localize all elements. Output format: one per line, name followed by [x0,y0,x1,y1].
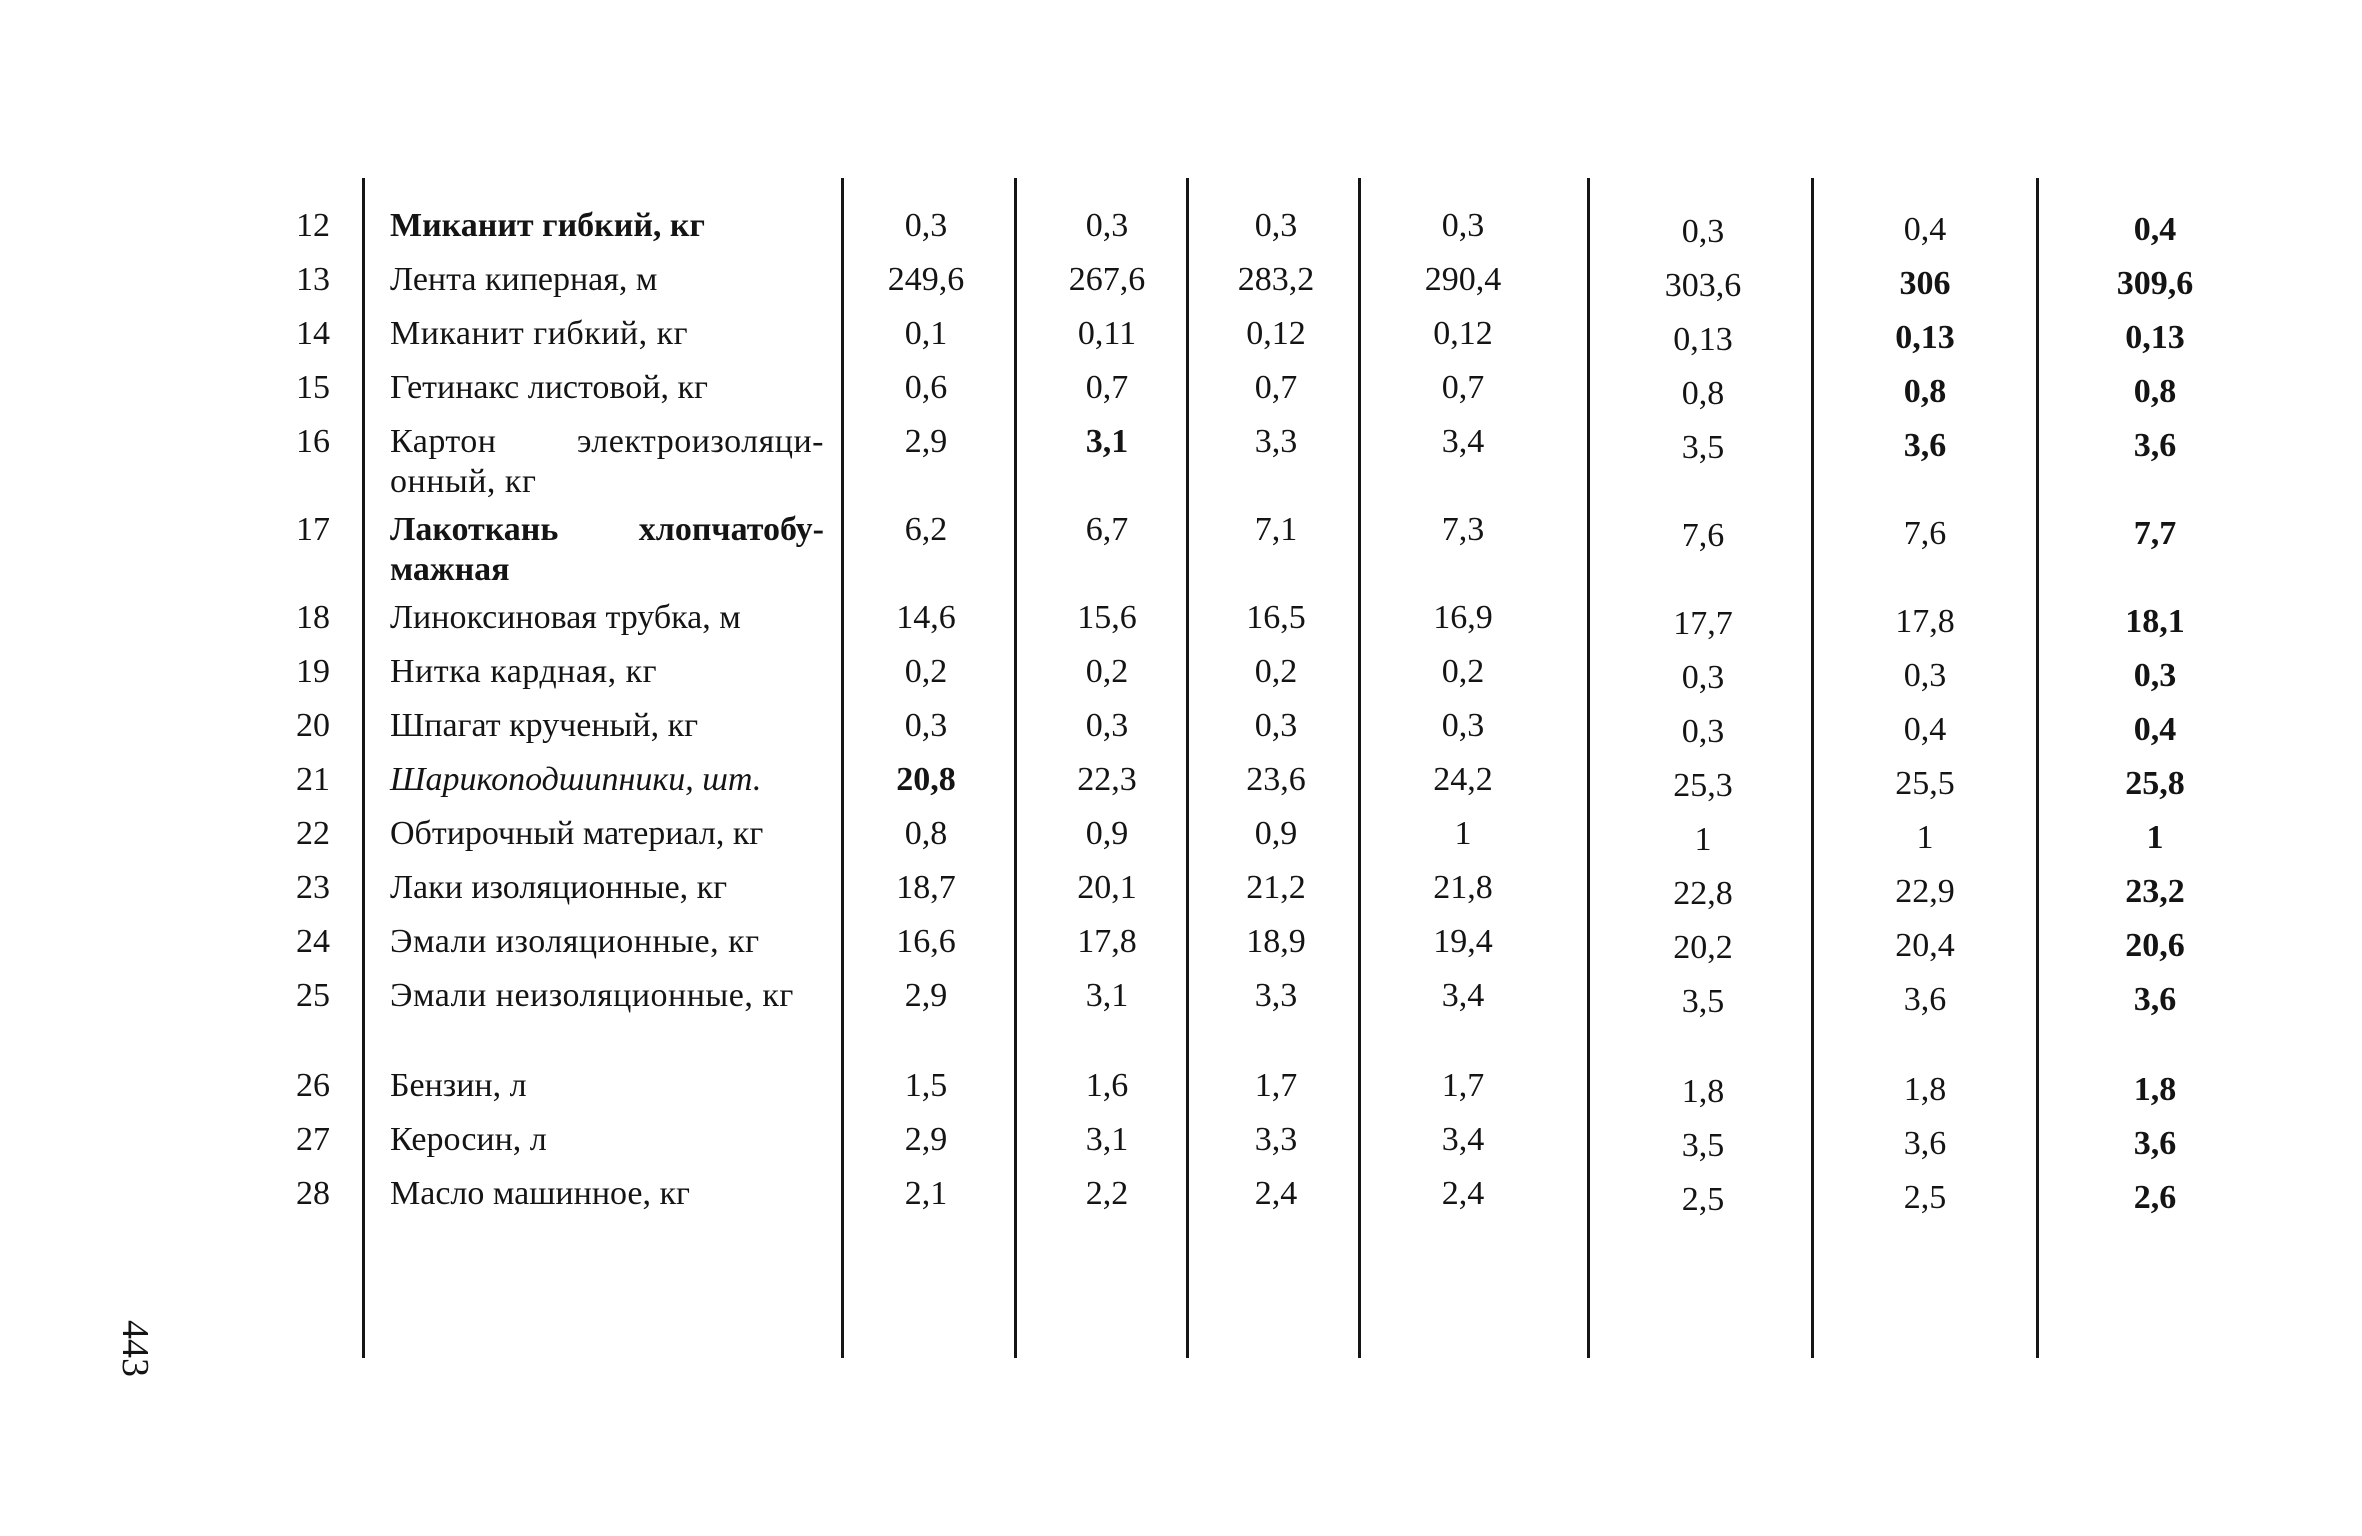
value-cell: 18,9 [1246,923,1306,960]
value-cell: 24,2 [1433,761,1493,798]
row-number: 20 [296,707,330,744]
value-cell: 283,2 [1237,261,1315,298]
value-cell: 6,2 [904,511,948,548]
material-name: Лакоткань хлопчатобу-мажная [390,511,824,588]
value-cell: 23,2 [2125,873,2185,910]
value-cell: 3,1 [1085,1121,1129,1158]
table-row [0,598,2362,652]
value-cell: 1 [1916,819,1934,856]
material-name: Миканит гибкий, кг [390,315,689,352]
value-cell: 0,3 [1441,707,1485,744]
value-cell: 3,4 [1441,1121,1485,1158]
value-cell: 2,9 [904,1121,948,1158]
value-cell: 0,9 [1085,815,1129,852]
value-cell: 0,9 [1254,815,1298,852]
material-name: Лента киперная, м [390,261,658,298]
value-cell: 0,4 [2133,711,2177,748]
value-cell: 20,2 [1673,929,1733,966]
material-name: Миканит гибкий, кг [390,207,705,244]
material-name: Масло машинное, кг [390,1175,690,1212]
table-row [0,976,2362,1068]
row-number: 22 [296,815,330,852]
material-name: Бензин, л [390,1067,527,1104]
table-row [0,260,2362,314]
material-name: Картон электроизоляци-онный, кг [390,423,824,500]
value-cell: 2,9 [904,423,948,460]
table-row [0,868,2362,922]
value-cell: 7,1 [1254,511,1298,548]
value-cell: 3,3 [1254,977,1298,1014]
value-cell: 22,8 [1673,875,1733,912]
value-cell: 3,6 [2133,1125,2177,1162]
table-row [0,760,2362,814]
row-number: 12 [296,207,330,244]
value-cell: 0,8 [1681,375,1725,412]
value-cell: 0,3 [1254,707,1298,744]
value-cell: 1 [2146,819,2164,856]
value-cell: 3,6 [2133,427,2177,464]
value-cell: 3,1 [1085,423,1129,460]
value-cell: 0,12 [1246,315,1306,352]
table-row [0,814,2362,868]
value-cell: 2,1 [904,1175,948,1212]
value-cell: 0,3 [904,707,948,744]
value-cell: 2,4 [1254,1175,1298,1212]
value-cell: 0,3 [1441,207,1485,244]
material-name: Линоксиновая трубка, м [390,599,741,636]
material-name: Обтирочный материал, кг [390,815,764,852]
value-cell: 21,2 [1246,869,1306,906]
material-name: Гетинакс листовой, кг [390,369,708,406]
value-cell: 17,7 [1673,605,1733,642]
value-cell: 20,6 [2125,927,2185,964]
value-cell: 1,7 [1441,1067,1485,1104]
row-number: 25 [296,977,330,1014]
value-cell: 3,4 [1441,423,1485,460]
value-cell: 0,4 [1903,711,1947,748]
value-cell: 7,7 [2133,515,2177,552]
value-cell: 306 [1899,265,1951,302]
value-cell: 0,8 [904,815,948,852]
value-cell: 0,3 [1681,213,1725,250]
value-cell: 3,6 [1903,981,1947,1018]
value-cell: 23,6 [1246,761,1306,798]
value-cell: 1 [1454,815,1472,852]
value-cell: 3,3 [1254,1121,1298,1158]
value-cell: 2,6 [2133,1179,2177,1216]
value-cell: 16,9 [1433,599,1493,636]
row-number: 13 [296,261,330,298]
row-number: 27 [296,1121,330,1158]
table-row [0,510,2362,602]
value-cell: 0,8 [1903,373,1947,410]
table-row [0,206,2362,260]
value-cell: 25,3 [1673,767,1733,804]
value-cell: 3,4 [1441,977,1485,1014]
value-cell: 25,8 [2125,765,2185,802]
value-cell: 0,8 [2133,373,2177,410]
material-name: Эмали изоляционные, кг [390,923,760,960]
table-row [0,1066,2362,1120]
value-cell: 20,1 [1077,869,1137,906]
table-row [0,422,2362,514]
material-name: Керосин, л [390,1121,547,1158]
table-row [0,652,2362,706]
value-cell: 0,13 [1895,319,1955,356]
value-cell: 17,8 [1895,603,1955,640]
value-cell: 0,4 [1903,211,1947,248]
value-cell: 0,3 [2133,657,2177,694]
value-cell: 2,9 [904,977,948,1014]
value-cell: 2,2 [1085,1175,1129,1212]
value-cell: 0,2 [1441,653,1485,690]
value-cell: 303,6 [1664,267,1742,304]
table-row [0,1174,2362,1228]
value-cell: 6,7 [1085,511,1129,548]
value-cell: 1,5 [904,1067,948,1104]
value-cell: 3,1 [1085,977,1129,1014]
value-cell: 18,1 [2125,603,2185,640]
value-cell: 16,6 [896,923,956,960]
row-number: 14 [296,315,330,352]
material-name: Эмали неизоляционные, кг [390,977,794,1014]
value-cell: 267,6 [1068,261,1146,298]
value-cell: 0,7 [1441,369,1485,406]
value-cell: 0,2 [1085,653,1129,690]
material-name: Лаки изоляционные, кг [390,869,728,906]
value-cell: 20,4 [1895,927,1955,964]
value-cell: 0,1 [904,315,948,352]
material-name: Шарикоподшипники, шт. [390,761,762,798]
table-row [0,922,2362,976]
value-cell: 1,6 [1085,1067,1129,1104]
value-cell: 0,3 [1254,207,1298,244]
row-number: 26 [296,1067,330,1104]
row-number: 16 [296,423,330,460]
value-cell: 3,6 [1903,1125,1947,1162]
value-cell: 3,5 [1681,983,1725,1020]
value-cell: 25,5 [1895,765,1955,802]
row-number: 23 [296,869,330,906]
table-row [0,706,2362,760]
value-cell: 3,3 [1254,423,1298,460]
value-cell: 7,6 [1903,515,1947,552]
table-row [0,1120,2362,1174]
value-cell: 21,8 [1433,869,1493,906]
value-cell: 1 [1694,821,1712,858]
value-cell: 0,3 [904,207,948,244]
row-number: 15 [296,369,330,406]
row-number: 19 [296,653,330,690]
value-cell: 0,2 [904,653,948,690]
value-cell: 20,8 [896,761,956,798]
page-number: 443 [114,1320,156,1377]
value-cell: 0,3 [1681,713,1725,750]
value-cell: 3,6 [1903,427,1947,464]
row-number: 24 [296,923,330,960]
row-number: 17 [296,511,330,548]
table-row [0,368,2362,422]
row-number: 28 [296,1175,330,1212]
value-cell: 1,7 [1254,1067,1298,1104]
value-cell: 2,5 [1903,1179,1947,1216]
value-cell: 2,4 [1441,1175,1485,1212]
value-cell: 0,3 [1085,207,1129,244]
value-cell: 0,7 [1254,369,1298,406]
material-name: Нитка кардная, кг [390,653,658,690]
value-cell: 3,5 [1681,1127,1725,1164]
table-row [0,314,2362,368]
value-cell: 0,2 [1254,653,1298,690]
value-cell: 19,4 [1433,923,1493,960]
value-cell: 0,3 [1085,707,1129,744]
value-cell: 290,4 [1424,261,1502,298]
row-number: 18 [296,599,330,636]
value-cell: 16,5 [1246,599,1306,636]
row-number: 21 [296,761,330,798]
value-cell: 18,7 [896,869,956,906]
value-cell: 1,8 [1903,1071,1947,1108]
value-cell: 0,6 [904,369,948,406]
value-cell: 0,13 [2125,319,2185,356]
value-cell: 7,6 [1681,517,1725,554]
value-cell: 309,6 [2116,265,2194,302]
value-cell: 0,3 [1903,657,1947,694]
value-cell: 0,4 [2133,211,2177,248]
value-cell: 0,11 [1077,315,1137,352]
value-cell: 3,6 [2133,981,2177,1018]
value-cell: 14,6 [896,599,956,636]
value-cell: 2,5 [1681,1181,1725,1218]
value-cell: 22,3 [1077,761,1137,798]
value-cell: 17,8 [1077,923,1137,960]
value-cell: 0,7 [1085,369,1129,406]
value-cell: 15,6 [1077,599,1137,636]
material-name: Шпагат крученый, кг [390,707,699,744]
value-cell: 0,13 [1673,321,1733,358]
value-cell: 3,5 [1681,429,1725,466]
value-cell: 249,6 [887,261,965,298]
value-cell: 0,12 [1433,315,1493,352]
value-cell: 22,9 [1895,873,1955,910]
value-cell: 0,3 [1681,659,1725,696]
value-cell: 7,3 [1441,511,1485,548]
value-cell: 1,8 [1681,1073,1725,1110]
value-cell: 1,8 [2133,1071,2177,1108]
